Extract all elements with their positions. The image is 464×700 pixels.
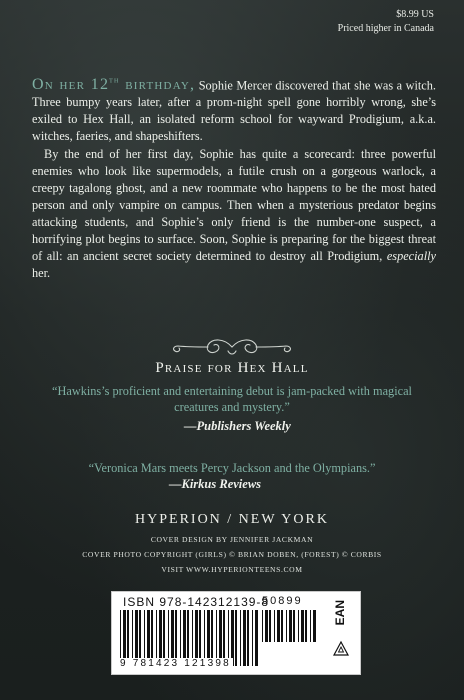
barcode-bar <box>313 610 316 642</box>
barcode-bar <box>252 610 253 666</box>
barcode-bar <box>298 610 299 642</box>
price-block <box>338 8 434 36</box>
barcode-bar <box>247 610 249 666</box>
review-quote-2: “Veronica Mars meets Percy Jackson and the Olympians.” <box>88 461 376 475</box>
barcode-bar <box>235 610 237 666</box>
cover-photo-credit: COVER PHOTO COPYRIGHT (GIRLS) © BRIAN DOBEN, (FOREST) © CORBIS <box>82 550 382 559</box>
barcode-bar <box>301 610 304 642</box>
review-source-1: —Publishers Weekly <box>184 419 291 433</box>
barcode-bar <box>286 610 287 642</box>
praise-heading: Praise for Hex Hall <box>155 360 309 376</box>
barcode-bar <box>310 610 311 642</box>
barcode-bar <box>240 610 241 666</box>
recycle-triangle-icon <box>332 640 350 658</box>
barcode-bar <box>274 610 275 642</box>
barcode-bar <box>243 610 246 666</box>
barcode-digits: 9 781423 121398 <box>120 658 231 669</box>
website-link[interactable]: VISIT WWW.HYPERIONTEENS.COM <box>161 565 303 574</box>
ean-label: EAN <box>333 600 347 626</box>
price-canada-note: Priced higher in Canada <box>337 23 434 34</box>
barcode-bar <box>255 610 258 666</box>
synopsis <box>32 72 436 282</box>
cover-design-credit: COVER DESIGN BY JENNIFER JACKMAN <box>150 535 314 544</box>
barcode-bar <box>265 610 268 642</box>
publisher-imprint: HYPERION / NEW YORK <box>135 512 329 527</box>
barcode-bar <box>269 610 271 642</box>
synopsis-lead: On her 12th birthday, <box>32 75 196 94</box>
barcode-bar <box>289 610 292 642</box>
barcode-bar <box>262 610 263 642</box>
review-source-2: —Kirkus Reviews <box>169 477 262 491</box>
price-us: $8.99 US <box>396 9 434 20</box>
review-quote-1: “Hawkins’s proficient and entertaining debut is jam-packed with magical creatures and mystery.” <box>52 384 412 414</box>
barcode-addon-digits: 50899 <box>262 595 303 607</box>
isbn-label: ISBN 978-142312139-8 <box>123 595 270 609</box>
barcode-bar <box>305 610 307 642</box>
barcode-bar <box>293 610 295 642</box>
scroll-ornament-icon <box>168 334 296 360</box>
synopsis-paragraph-2: By the end of her first day, Sophie has quite a scorecard: three powerful enemies who look like supermodels, a futile crush on a gorgeous warlock, a creepy tagalong ghost, and a new roommate who happens to be the most hated person and only vampire on campus. Then when a mysterious predator begins attacking students, and Sophie’s only friend is the number-one suspect, a horrifying plot begins to surface. Soon, Sophie is preparing for the biggest threat of all: an ancient secret society determined to destroy all Prodigium, especially her. <box>32 147 436 281</box>
barcode-addon <box>262 610 316 642</box>
barcode-bar <box>277 610 280 642</box>
barcode-bar <box>281 610 283 642</box>
barcode-panel <box>111 591 361 675</box>
synopsis-paragraph-1: On her 12th birthday, Sophie Mercer discovered that she was a witch. Three bumpy years later, after a prom-night spell gone horribly wrong, she’s exiled to Hex Hall, an isolated reform school for wayward Prodigium, a.k.a. witches, faeries, and shapeshifters. <box>32 75 436 144</box>
